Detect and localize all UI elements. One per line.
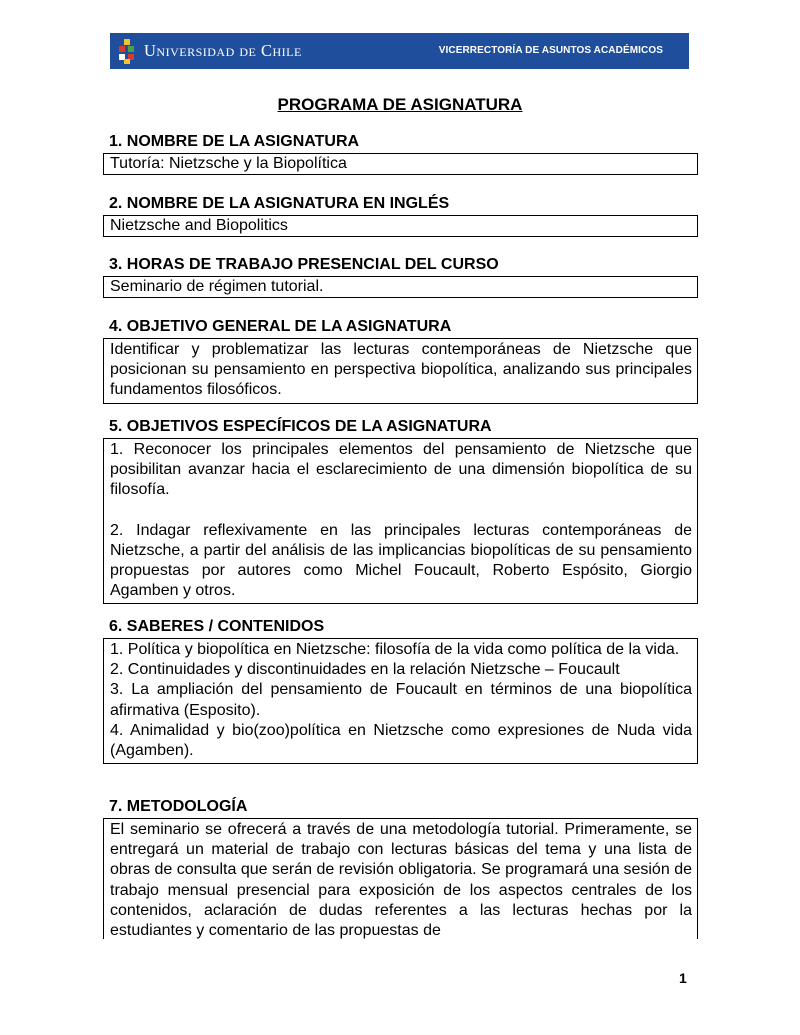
section-6-item: 4. Animalidad y bio(zoo)política en Nietzsche como expresiones de Nuda vida (Agamben). <box>110 721 692 760</box>
section-4-box <box>103 338 698 404</box>
section-5-box <box>103 438 698 604</box>
section-7-text: El seminario se ofrecerá a través de una metodología tutorial. Primeramente, se entregará un material de trabajo con lecturas básicas del tema y una lista de obras de consulta que serán de revisión obligatoria. Se programará una sesión de trabajo mensual presencial para exposición de los aspectos centrales de los contenidos, aclaración de dudas referentes a las lecturas hechas por la estudiantes y comentario de las propuestas de <box>110 821 692 939</box>
section-4-text: Identificar y problematizar las lecturas contemporáneas de Nietzsche que posicionan su pensamiento en perspectiva biopolítica, analizando sus principales fundamentos filosóficos. <box>110 341 692 399</box>
section-3-text: Seminario de régimen tutorial. <box>110 278 324 295</box>
section-6-heading: 6. SABERES / CONTENIDOS <box>109 618 325 635</box>
section-7-box <box>103 818 698 939</box>
university-logo-icon <box>116 37 138 65</box>
section-1-heading: 1. NOMBRE DE LA ASIGNATURA <box>109 133 360 150</box>
page-title: PROGRAMA DE ASIGNATURA <box>277 95 523 114</box>
section-1-box <box>103 153 698 175</box>
section-7-heading: 7. METODOLOGÍA <box>109 798 248 815</box>
section-6-item: 3. La ampliación del pensamiento de Foucault en términos de una biopolítica afirmativa (Esposito). <box>110 681 692 719</box>
section-6-box <box>103 638 698 764</box>
section-3-box <box>103 276 698 298</box>
header-banner <box>110 33 689 69</box>
section-5-item: 1. Reconocer los principales elementos del pensamiento de Nietzsche que posibilitan avanzar hacia el esclarecimiento de una dimensión biopolítica de su filosofía. <box>110 441 692 499</box>
section-6-item: 1. Política y biopolítica en Nietzsche: filosofía de la vida como política de la vida. <box>110 641 680 658</box>
section-6-item: 2. Continuidades y discontinuidades en la relación Nietzsche – Foucault <box>110 661 620 679</box>
section-2-heading: 2. NOMBRE DE LA ASIGNATURA EN INGLÉS <box>109 195 450 212</box>
university-name: Universidad de Chile <box>144 41 302 60</box>
section-2-text: Nietzsche and Biopolitics <box>110 217 288 234</box>
section-5-heading: 5. OBJETIVOS ESPECÍFICOS DE LA ASIGNATURA <box>109 418 492 435</box>
vicerrectoria-label: VICERRECTORÍA DE ASUNTOS ACADÉMICOS <box>438 45 663 56</box>
section-1-text: Tutoría: Nietzsche y la Biopolítica <box>110 155 347 172</box>
section-2-box <box>103 215 698 237</box>
page-number: 1 <box>679 970 687 986</box>
section-4-heading: 4. OBJETIVO GENERAL DE LA ASIGNATURA <box>109 318 452 335</box>
section-5-item: 2. Indagar reflexivamente en las principales lecturas contemporáneas de Nietzsche, a partir del análisis de las implicancias biopolíticas de su pensamiento propuestas por autores como Michel Foucault, Roberto Espósito, Giorgio Agamben y otros. <box>110 521 692 600</box>
section-3-heading: 3. HORAS DE TRABAJO PRESENCIAL DEL CURSO <box>109 256 499 273</box>
